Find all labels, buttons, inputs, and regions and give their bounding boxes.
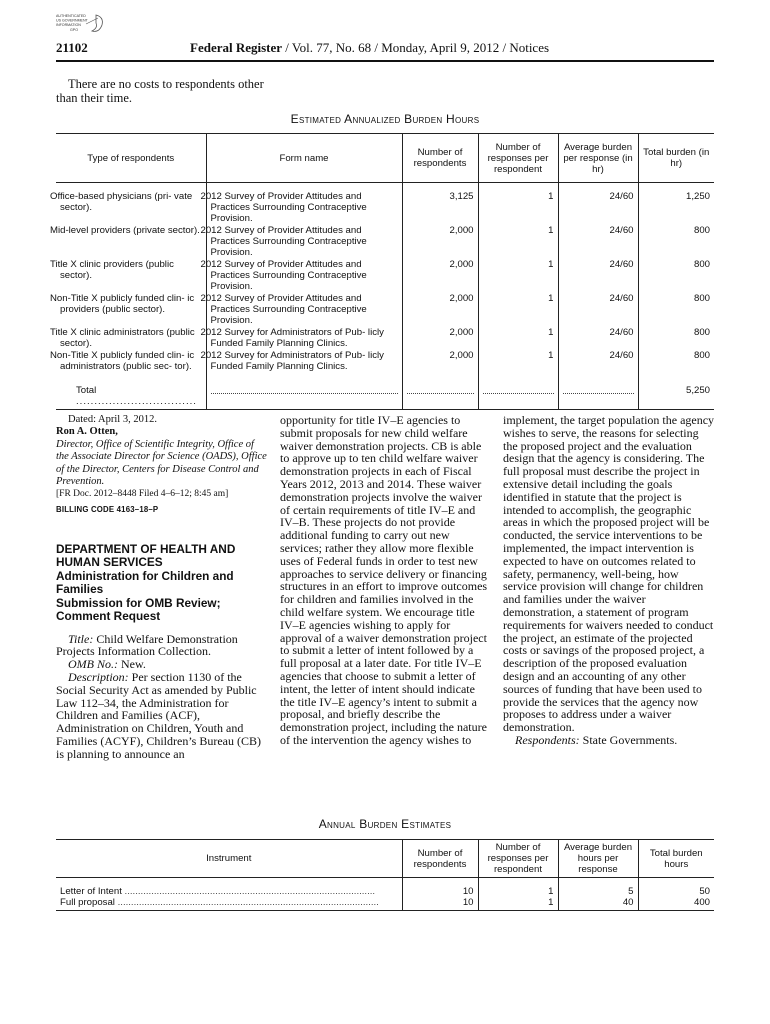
responses-count: 1 [478, 878, 558, 898]
svg-text:GPO: GPO [70, 28, 78, 32]
omb-paragraph: OMB No.: New. [68, 657, 146, 672]
form-name: 2012 Survey of Provider Attitudes and Practices Surrounding Contraceptive Provision. [206, 225, 402, 259]
avg-burden: 24/60 [558, 350, 638, 373]
avg-burden: 24/60 [558, 225, 638, 259]
respondent-type: Non-Title X publicly funded clin- ic administrators (public sec- tor). [50, 350, 195, 372]
table1-title-text: Estimated Annualized Burden Hours [290, 112, 480, 126]
col-header-total-hours: Total burden hours [638, 840, 714, 878]
col-header-respondents: Number of respondents [402, 134, 478, 183]
total-respondents-blank [402, 373, 478, 410]
respondents-count: 2,000 [402, 293, 478, 327]
table-row [56, 878, 714, 898]
total-hours: 400 [638, 897, 714, 911]
instrument-name: Letter of Intent .............................................................................................. [60, 886, 376, 897]
avg-hours: 5 [558, 878, 638, 898]
total-burden-sum: 5,250 [638, 373, 714, 410]
respondent-type: Office-based physicians (pri- vate sector). [50, 191, 193, 213]
form-name: 2012 Survey of Provider Attitudes and Practices Surrounding Contraceptive Provision. [206, 293, 402, 327]
total-hours: 50 [638, 878, 714, 898]
subject-heading: Submission for OMB Review; Comment Request [56, 595, 221, 624]
respondents-paragraph: Respondents: State Governments. [515, 732, 678, 747]
page-number: 21102 [56, 40, 88, 55]
respondents-count: 2,000 [402, 259, 478, 293]
description-continued: opportunity for title IV–E agencies to submit proposals for new child welfare waiver demonstration projects. CB is able to approve up to ten child welfare waiver demonstration projects in each of Fiscal Years 2012, 2013 and 2014. These waiver demonstration projects involve the waiver of certain requirements of title IV–E and IV–B. These projects do not provide additional funding to carry out new services; rather they allow more flexible uses of Federal funds in order to test new approaches to service delivery or financing structures in an effort to improve outcomes for children and families involved in the child welfare system. We encourage title IV–E agencies wishing to apply for approval of a waiver demonstration project to submit a letter of intent followed by a full proposal at a later date. For title IV–E agencies that choose to submit a letter of intent, the letter of intent should indicate the title IV–E agency’s intent to submit a proposal, and briefly describe the demonstration project, including the nature of the intervention the agency wishes to [280, 413, 488, 747]
instrument-name: Full proposal .................................................................................................. [56, 897, 402, 911]
col-header-instrument: Instrument [56, 840, 402, 878]
responses-count: 1 [478, 327, 558, 350]
svg-text:INFORMATION: INFORMATION [56, 23, 81, 27]
header-rule [56, 60, 714, 62]
total-avg-blank [558, 373, 638, 410]
description-continued-2: implement, the target population the agency wishes to serve, the reasons for selecting the proposed project and the evaluation design that the agency is considering. The full proposal must describe the project in extensive detail including the goals identified in statute that the project is intended to accomplish, the geographic areas in which the proposed project will be conducted, the service interventions to be implemented, the impact intervention is expected to have on outcomes related to safety, permanency, well-being, how service provision will change for children and families under the waiver demonstration, a statement of program requirements for waivers needed to conduct the project, an estimate of the projected costs or savings of the proposed project, a description of the proposed evaluation design and an accounting of any other sources of funding that have been used to provide the services that the agency now proposes to address under a waiver demonstration. [503, 413, 715, 735]
form-name: 2012 Survey of Provider Attitudes and Practices Surrounding Contraceptive Provision. [206, 259, 402, 293]
form-name: 2012 Survey for Administrators of Pub- licly Funded Family Planning Clinics. [206, 327, 402, 350]
table-row [56, 183, 714, 226]
table-row [56, 897, 714, 911]
table-row [56, 225, 714, 259]
form-name: 2012 Survey of Provider Attitudes and Practices Surrounding Contraceptive Provision. [206, 183, 402, 226]
respondents-count: 10 [402, 878, 478, 898]
fr-doc-line: [FR Doc. 2012–8448 Filed 4–6–12; 8:45 am] [56, 489, 229, 500]
gpo-authenticated-logo [56, 12, 116, 38]
avg-hours: 40 [558, 897, 638, 911]
respondent-type: Title X clinic administrators (public sector). [50, 327, 195, 349]
respondent-type: Mid-level providers (private sector). [50, 225, 200, 236]
total-burden: 800 [638, 225, 714, 259]
total-burden: 800 [638, 350, 714, 373]
table-total-row [56, 373, 714, 410]
table-row [56, 350, 714, 373]
responses-count: 1 [478, 259, 558, 293]
table1-title-wrap [56, 112, 714, 126]
agency-heading: Administration for Children and Families [56, 568, 234, 597]
column-2 [280, 414, 492, 747]
svg-text:AUTHENTICATED: AUTHENTICATED [56, 14, 86, 18]
department-heading: DEPARTMENT OF HEALTH AND HUMAN SERVICES [56, 541, 236, 570]
total-responses-blank [478, 373, 558, 410]
total-burden: 800 [638, 327, 714, 350]
respondents-count: 3,125 [402, 183, 478, 226]
responses-count: 1 [478, 225, 558, 259]
col-header-responses: Number of responses per respondent [478, 134, 558, 183]
responses-count: 1 [478, 350, 558, 373]
table2-title [56, 817, 714, 831]
column-3 [503, 414, 715, 747]
avg-burden: 24/60 [558, 327, 638, 350]
issue-info: / Vol. 77, No. 68 / Monday, April 9, 2012 / Notices [282, 40, 550, 55]
col-header-avg-hours: Average burden hours per response [558, 840, 638, 878]
table-row [56, 293, 714, 327]
col-header-responses: Number of responses per respondent [478, 840, 558, 878]
col-header-type: Type of respondents [56, 134, 206, 183]
total-form-blank [206, 373, 402, 410]
total-burden: 1,250 [638, 183, 714, 226]
table-row [56, 327, 714, 350]
description-paragraph: Description: Per section 1130 of the Social Security Act as amended by Public Law 112–34, the Administration for Children and Families (ACF), Administration on Children, Youth and Families (ACYF), Children’s Bureau (CB) is planning to announce an [56, 670, 261, 761]
annual-burden-table [56, 839, 714, 911]
publication-name: Federal Register [190, 40, 283, 55]
dated-line: Dated: April 3, 2012. [68, 414, 157, 425]
respondent-type: Title X clinic providers (public sector). [50, 259, 174, 281]
respondent-type: Non-Title X publicly funded clin- ic providers (public sector). [50, 293, 195, 315]
avg-burden: 24/60 [558, 293, 638, 327]
col-header-total-burden: Total burden (in hr) [638, 134, 714, 183]
intro-text: There are no costs to respondents other than their time. [56, 77, 264, 105]
respondents-count: 2,000 [402, 327, 478, 350]
col-header-form: Form name [206, 134, 402, 183]
col-header-respondents: Number of respondents [402, 840, 478, 878]
billing-code: BILLING CODE 4163–18–P [56, 504, 159, 514]
responses-count: 1 [478, 897, 558, 911]
respondents-count: 10 [402, 897, 478, 911]
total-burden: 800 [638, 293, 714, 327]
respondents-count: 2,000 [402, 350, 478, 373]
column-1 [56, 414, 268, 761]
total-label: Total ................................. [56, 373, 206, 410]
title-paragraph: Title: Child Welfare Demonstration Projects Information Collection. [56, 631, 238, 659]
table2-title-wrap [56, 817, 714, 831]
total-burden: 800 [638, 259, 714, 293]
svg-text:US GOVERNMENT: US GOVERNMENT [56, 18, 88, 23]
responses-count: 1 [478, 183, 558, 226]
col-header-avg-burden: Average burden per response (in hr) [558, 134, 638, 183]
signer-title: Director, Office of Scientific Integrity, Office of the Associate Director for Science (OADS), Office of the Director, Centers for Disease Control and Prevention. [56, 438, 267, 488]
running-header [190, 40, 549, 56]
respondents-count: 2,000 [402, 225, 478, 259]
table1-title [56, 112, 714, 126]
burden-hours-table [50, 133, 714, 410]
responses-count: 1 [478, 293, 558, 327]
form-name: 2012 Survey for Administrators of Pub- licly Funded Family Planning Clinics. [206, 350, 402, 373]
table-row [56, 259, 714, 293]
avg-burden: 24/60 [558, 183, 638, 226]
table2-title-text: Annual Burden Estimates [318, 817, 452, 831]
avg-burden: 24/60 [558, 259, 638, 293]
signer-name: Ron A. Otten, [56, 426, 118, 438]
